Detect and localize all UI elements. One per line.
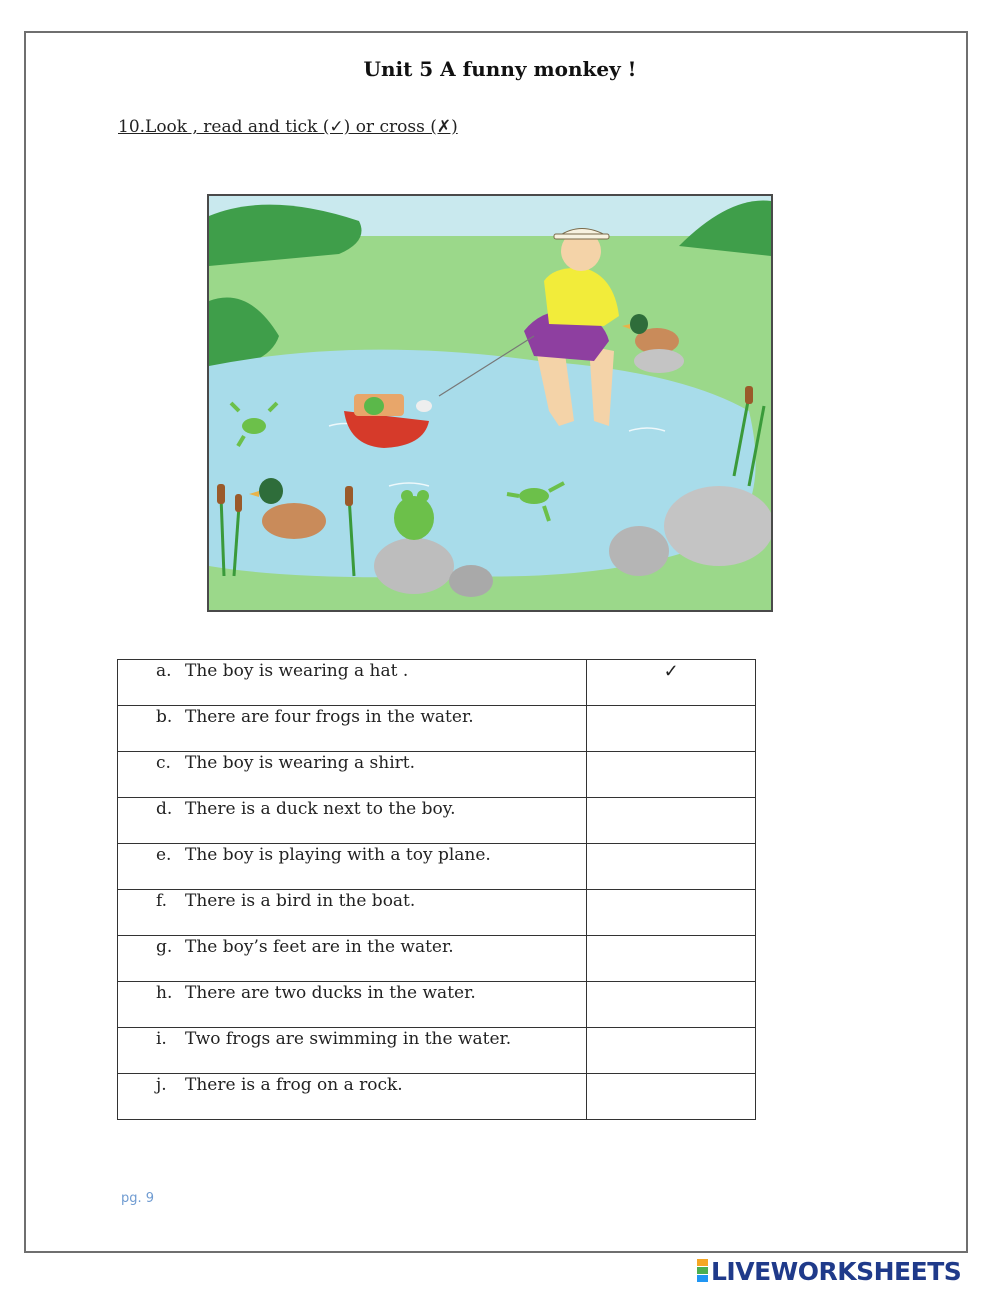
brand-watermark [697,1257,961,1285]
table-row [118,890,756,936]
page-number: pg. 9 [121,1191,155,1206]
table-row [118,936,756,982]
statement-cell: e. The boy is playing with a toy plane. [118,844,587,890]
answer-cell-d[interactable] [587,798,756,844]
statement-cell: a. The boy is wearing a hat . [118,660,587,706]
page-title: Unit 5 A funny monkey ! [363,57,637,81]
table-row [118,982,756,1028]
table-row [118,1074,756,1120]
statement-cell: b. There are four frogs in the water. [118,706,587,752]
statement-cell: i. Two frogs are swimming in the water. [118,1028,587,1074]
statement-cell: d. There is a duck next to the boy. [118,798,587,844]
answer-cell-b[interactable] [587,706,756,752]
brand-logo-icon [697,1259,708,1283]
pond-illustration [207,194,773,612]
answer-cell-f[interactable] [587,890,756,936]
statement-cell: f. There is a bird in the boat. [118,890,587,936]
answer-cell-i[interactable] [587,1028,756,1074]
statement-cell: h. There are two ducks in the water. [118,982,587,1028]
exercise-instruction: 10.Look , read and tick (✓) or cross (✗) [118,117,458,137]
answer-cell-a[interactable]: ✓ [587,660,756,706]
table-row [118,1028,756,1074]
table-row [118,844,756,890]
statement-cell: g. The boy’s feet are in the water. [118,936,587,982]
answer-cell-h[interactable] [587,982,756,1028]
brand-name: LIVEWORKSHEETS [711,1256,962,1286]
table-row [118,752,756,798]
answer-cell-j[interactable] [587,1074,756,1120]
answer-cell-c[interactable] [587,752,756,798]
statement-cell: j. There is a frog on a rock. [118,1074,587,1120]
statement-cell: c. The boy is wearing a shirt. [118,752,587,798]
answer-cell-g[interactable] [587,936,756,982]
table-row [118,660,756,706]
table-row [118,706,756,752]
table-row [118,798,756,844]
statements-table [117,659,756,1120]
answer-cell-e[interactable] [587,844,756,890]
